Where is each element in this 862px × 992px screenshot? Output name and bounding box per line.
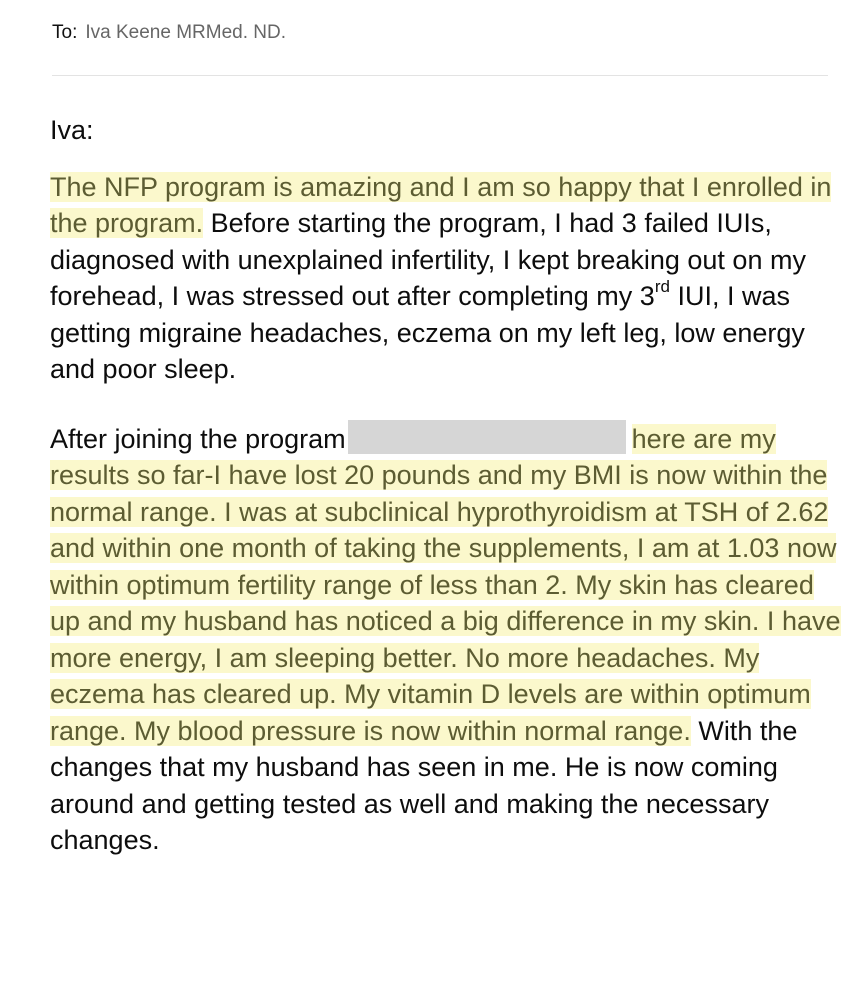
greeting: Iva: bbox=[50, 115, 94, 145]
paragraph-before-program bbox=[50, 169, 850, 388]
email-header bbox=[52, 14, 828, 76]
highlighted-text: here are my results so far-I have lost 20 pounds and my BMI is now within the normal range. I was at subclinical hyprothyroidism at TSH of 2.62 and within one month of taking the supplements, I am at 1.03 now within optimum fertility range of less than 2. My skin has cleared up and my husband has noticed a big difference in my skin. I have more energy, I am sleeping better. No more headaches. My eczema has cleared up. My vitamin D levels are within optimum range. My blood pressure is now within normal range. bbox=[50, 423, 841, 746]
body-text: With the changes that my husband has seen in me. He is now coming around and getting tested as well and making the necessary changes. bbox=[50, 715, 798, 855]
body-text: Before starting the program, I had 3 failed IUIs, diagnosed with unexplained infertility, I kept breaking out on my forehead, I was stressed out after completing my 3 bbox=[50, 208, 806, 311]
highlighted-text: The NFP program is amazing and I am so happy that I enrolled in the program. bbox=[50, 171, 832, 238]
paragraph-results bbox=[50, 420, 850, 859]
body-text: IUI, I was getting migraine headaches, eczema on my left leg, low energy and poor sleep. bbox=[50, 281, 805, 384]
redaction-block bbox=[348, 420, 626, 454]
superscript-ordinal: rd bbox=[654, 277, 670, 296]
email-body bbox=[50, 112, 850, 859]
recipient-name[interactable]: Iva Keene MRMed. ND. bbox=[85, 22, 286, 43]
body-text: After joining the program bbox=[50, 423, 346, 454]
recipient-line bbox=[52, 22, 286, 44]
to-label: To: bbox=[52, 22, 78, 43]
